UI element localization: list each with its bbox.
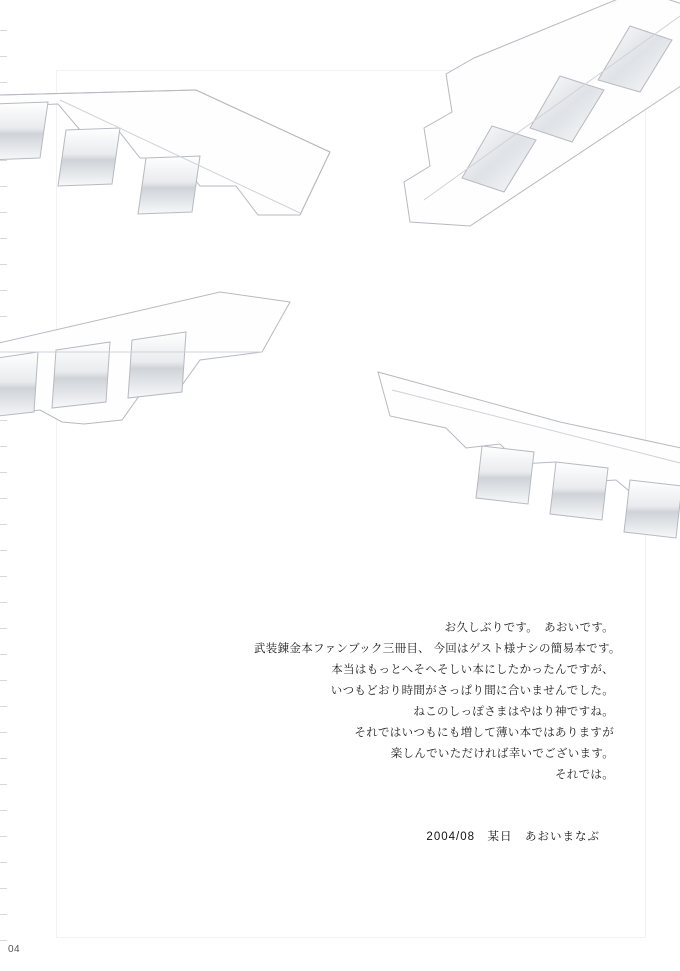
afterword-text-block: [254, 618, 621, 786]
print-area-frame: [56, 70, 646, 938]
signature-date-author: 2004/08 某日 あおいまなぶ: [426, 831, 600, 843]
afterword-line: いつもどおり時間がさっぱり間に合いませんでした。: [330, 685, 614, 697]
afterword-line: ねこのしっぽさまはやはり神ですね。: [413, 706, 614, 718]
afterword-line: 武装錬金本ファンブック三冊目、 今回はゲスト様ナシの簡易本です。: [254, 643, 621, 655]
afterword-line: それではいつもにも増して薄い本ではありますが: [354, 727, 614, 739]
afterword-line: 本当はもっとへそへそしい本にしたかったんですが、: [331, 664, 614, 676]
spiral-binding-marks: [0, 0, 12, 971]
afterword-line: お久しぶりです。 あおいです。: [444, 622, 614, 634]
afterword-line: 楽しんでいただければ幸いでございます。: [390, 748, 614, 760]
page-number: 04: [8, 944, 21, 955]
afterword-line: それでは。: [555, 769, 614, 781]
